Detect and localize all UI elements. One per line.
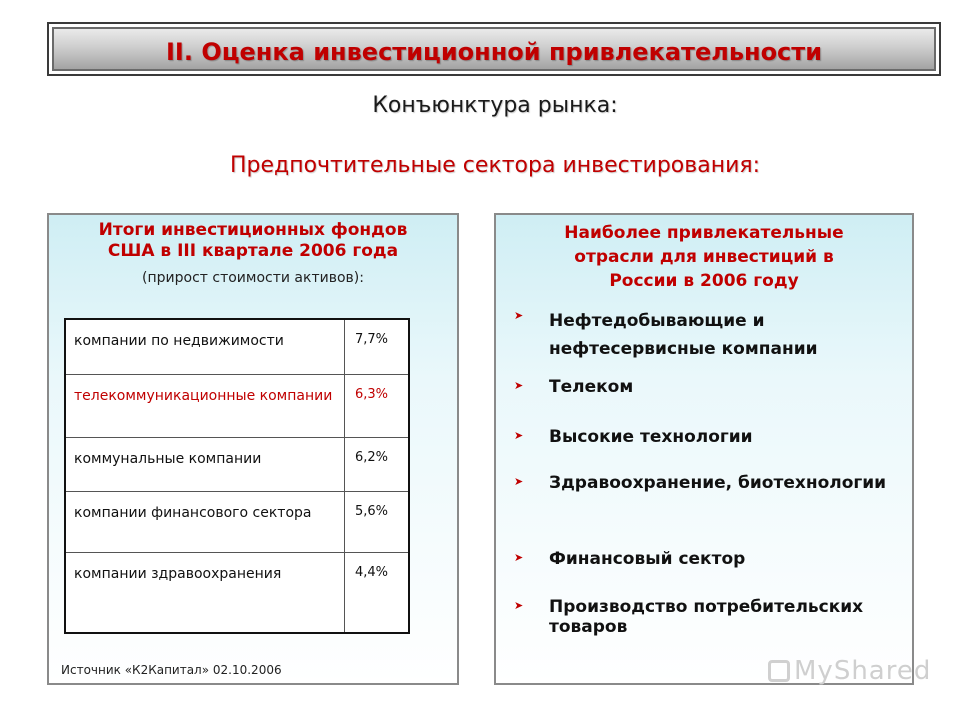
sector-text: Высокие технологии	[549, 427, 753, 447]
table-row	[65, 552, 409, 633]
preferred-sectors-subtitle: Предпочтительные сектора инвестирования:	[229, 153, 761, 178]
us-funds-heading-line2: США в III квартале 2006 года	[107, 241, 399, 261]
us-funds-heading	[49, 220, 457, 262]
list-item	[506, 427, 906, 473]
arrow-bullet-icon: ➤	[514, 379, 524, 392]
watermark	[768, 656, 931, 686]
list-item	[506, 377, 906, 427]
arrow-bullet-icon: ➤	[514, 309, 524, 322]
row-name: компании здравоохранения	[65, 552, 345, 633]
sector-text: Финансовый сектор	[549, 549, 746, 569]
table-row	[65, 319, 409, 374]
row-value: 6,3%	[345, 374, 410, 437]
sector-list	[506, 307, 906, 641]
russia-sectors-heading	[496, 221, 912, 293]
row-name: коммунальные компании	[65, 437, 345, 491]
page-title: II. Оценка инвестиционной привлекательности	[165, 38, 823, 66]
row-value: 5,6%	[345, 491, 410, 552]
us-funds-panel	[47, 213, 459, 685]
table-row	[65, 491, 409, 552]
russia-sectors-heading-line3: России в 2006 году	[609, 271, 799, 291]
market-conditions-subtitle: Конъюнктура рынка:	[372, 93, 618, 118]
list-item	[506, 549, 906, 597]
russia-sectors-heading-line1: Наиболее привлекательные	[564, 223, 844, 243]
arrow-bullet-icon: ➤	[514, 599, 524, 612]
russia-sectors-panel	[494, 213, 914, 685]
title-bar	[47, 22, 941, 76]
sector-text: Телеком	[549, 377, 634, 397]
watermark-text: MyShared	[794, 656, 932, 686]
row-name: компании по недвижимости	[65, 319, 345, 374]
russia-sectors-heading-line2: отрасли для инвестиций в	[574, 247, 834, 267]
sector-text: Здравоохранение, биотехнологии	[549, 473, 887, 493]
sector-text: Нефтедобывающие и нефтесервисные компании	[549, 311, 818, 359]
list-item	[506, 597, 906, 641]
sector-text: Производство потребительских товаров	[549, 597, 864, 637]
row-name: компании финансового сектора	[65, 491, 345, 552]
table-row	[65, 437, 409, 491]
table-row	[65, 374, 409, 437]
us-funds-heading-line1: Итоги инвестиционных фондов	[98, 220, 408, 240]
row-value: 4,4%	[345, 552, 410, 633]
arrow-bullet-icon: ➤	[514, 475, 524, 488]
arrow-bullet-icon: ➤	[514, 429, 524, 442]
source-note: Источник «К2Капитал» 02.10.2006	[61, 663, 282, 677]
row-value: 7,7%	[345, 319, 410, 374]
row-name: телекоммуникационные компании	[65, 374, 345, 437]
asset-growth-note: (прирост стоимости активов):	[142, 270, 364, 286]
watermark-logo-icon	[768, 660, 790, 682]
list-item	[506, 473, 906, 549]
list-item	[506, 307, 906, 377]
arrow-bullet-icon: ➤	[514, 551, 524, 564]
fund-returns-table	[64, 318, 410, 634]
row-value: 6,2%	[345, 437, 410, 491]
